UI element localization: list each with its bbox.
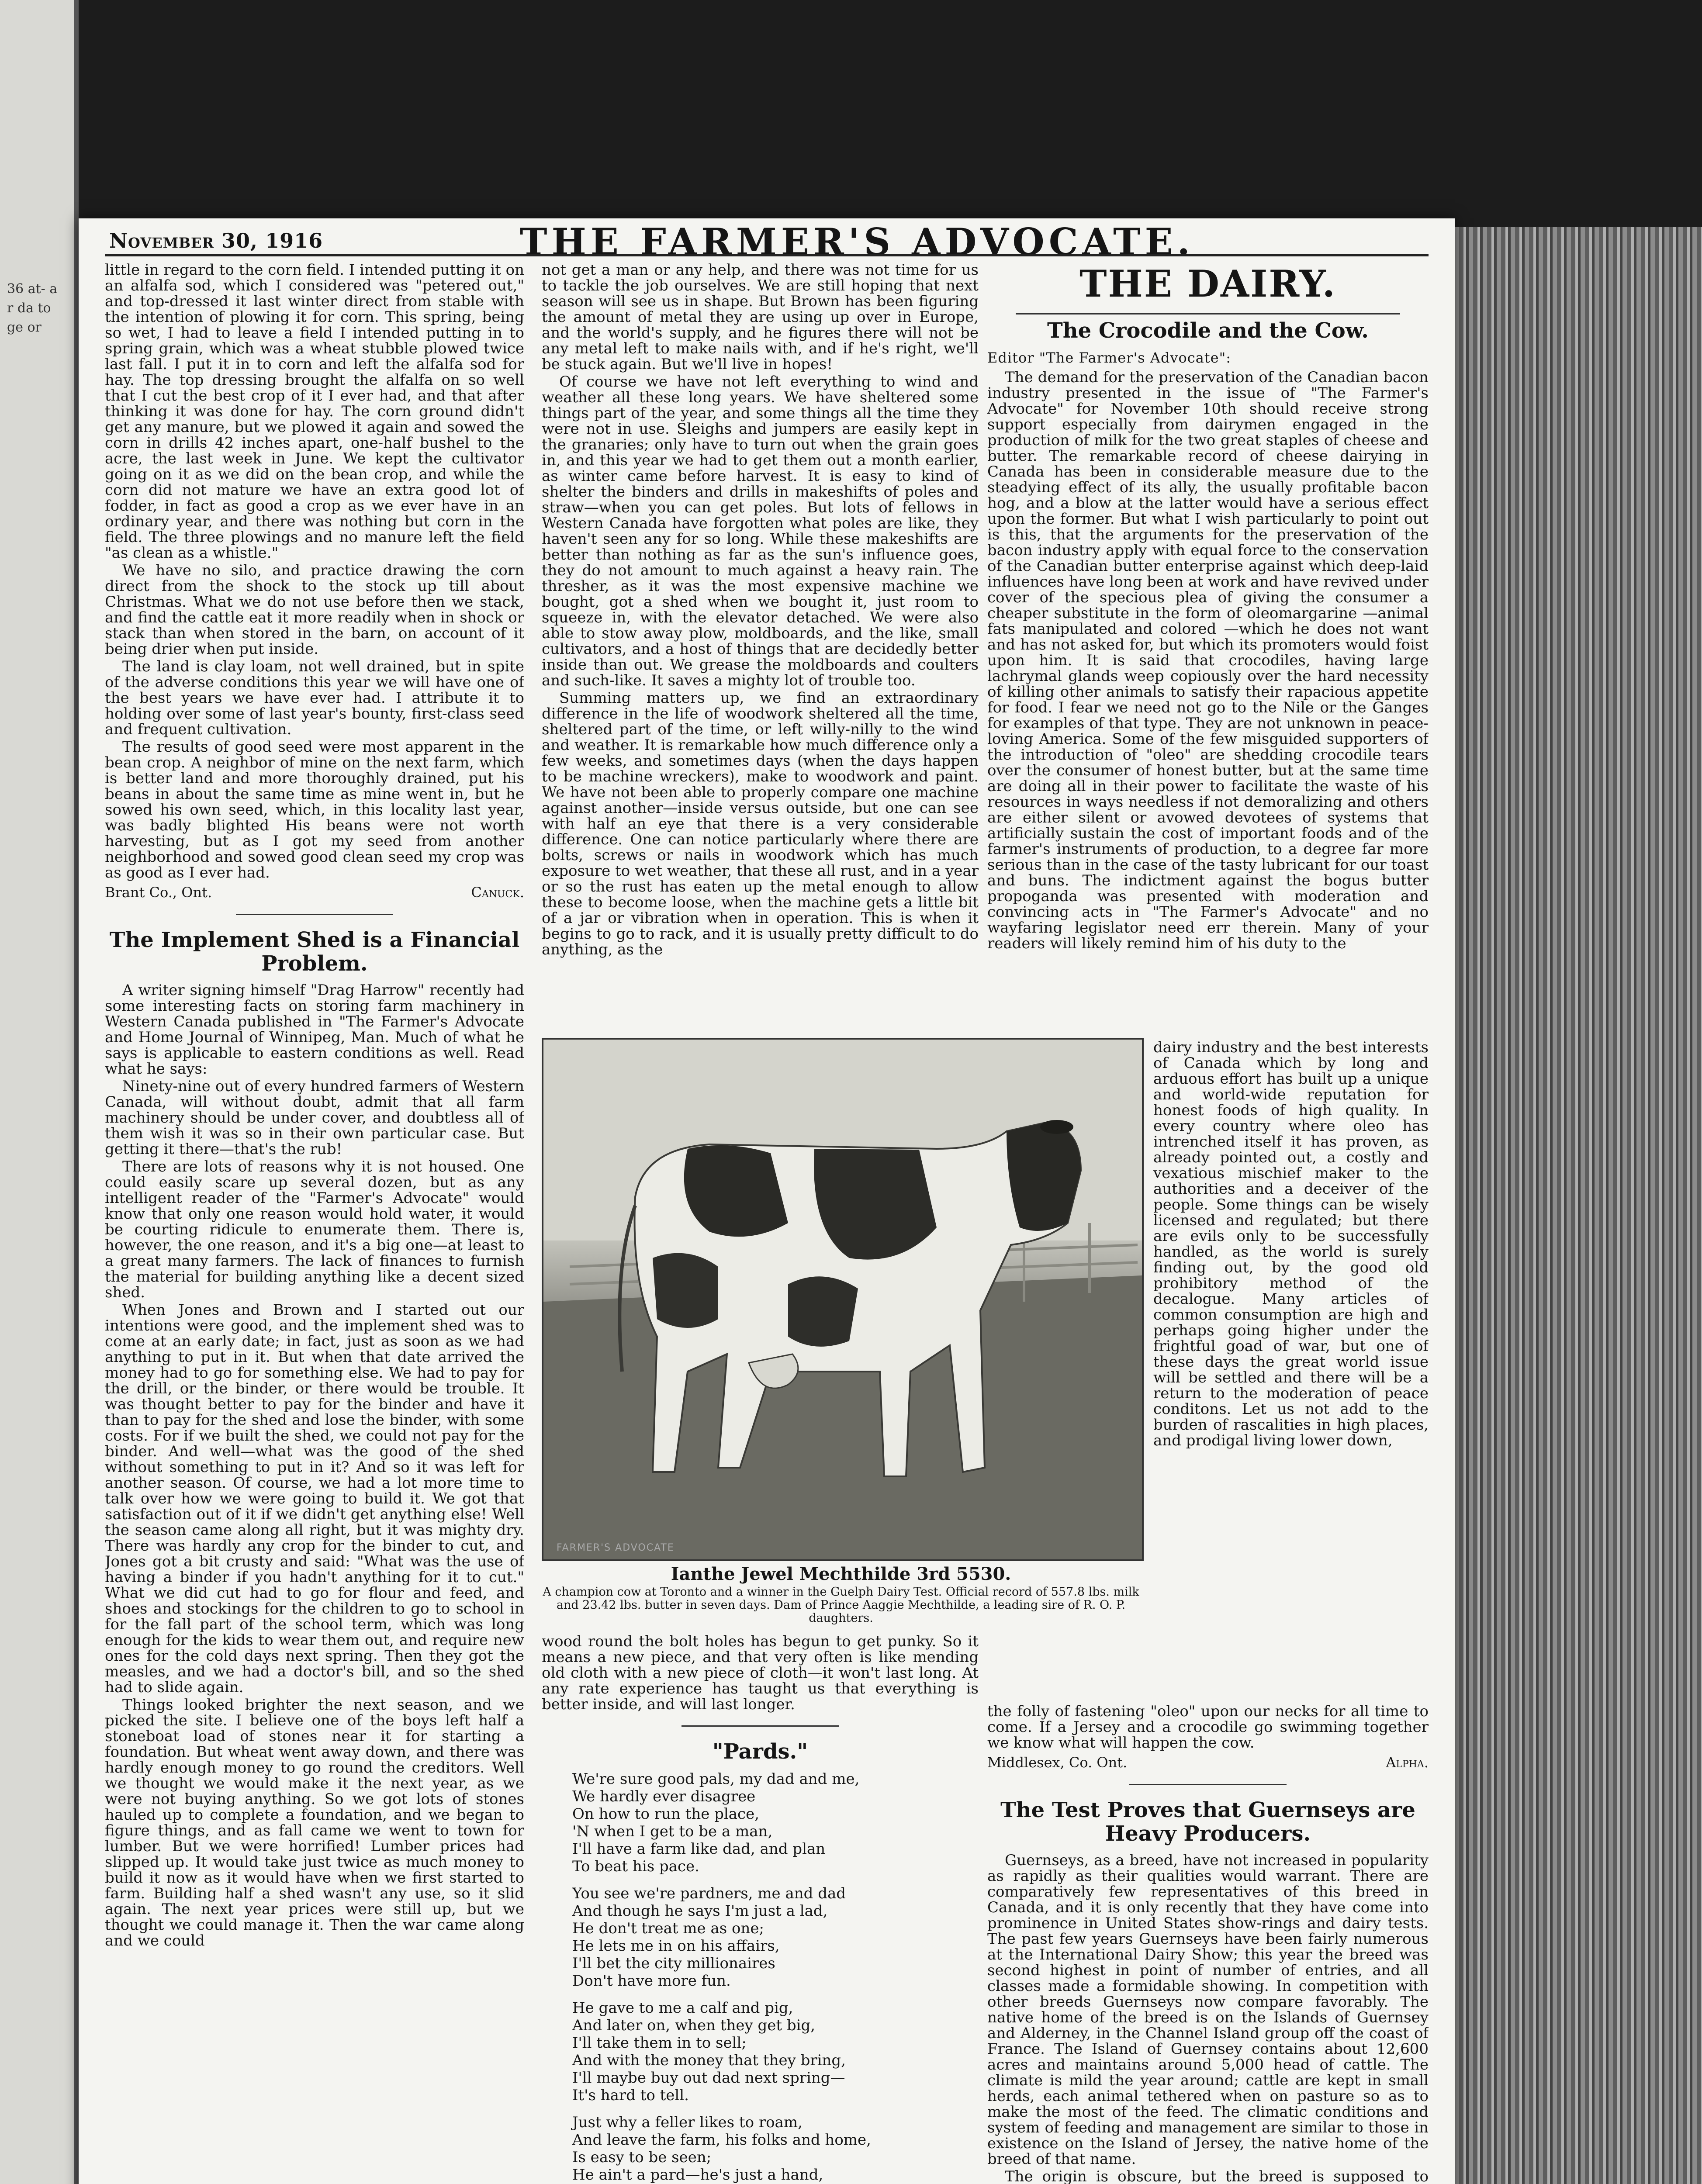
photo-caption-text: A champion cow at Toronto and a winner in the Guelph Dairy Test. Official record of 557.8 lbs. milk and 23.42 lbs. butter in seven days. Dam of Prince Aaggie Mechthilde, a leading sire of R. O. P. daughters.	[543, 1585, 1139, 1625]
article-divider	[236, 914, 393, 915]
implement-continued-paragraph: Summing matters up, we find an extraordinary difference in the life of woodwork sheltered all the time, sheltered part of the time, or left willy-nilly to the wind and weather. It is remarkable how much difference only a few weeks, and sometimes days (when the days happen to be machine wreckers), make to woodwork and paint. We have not been able to properly compare one machine against another—inside versus outside, but one can see with half an eye that there is a very considerable difference. One can notice particularly where there are bolts, screws or nails in woodwork which has much exposure to wet weather, that these all rust, and in a year or so the rust has eaten up the metal enough to allow these to become loose, when the machine gets a little bit of a jar or vibration when in operation. This is when it begins to go to rack, and it is usually pretty difficult to do anything, as the	[542, 689, 979, 958]
poem-stanza: You see we're pardners, me and dad And though he says I'm just a lad, He don't treat me as one; He lets me in on his affairs, I'll bet the city millionaires Don't have more fun.	[572, 1885, 846, 1990]
article-divider	[1129, 1784, 1287, 1785]
implement-shed-title: The Implement Shed is a Financial Problem.	[109, 928, 520, 976]
poem-stanza: Just why a feller likes to roam, And leave the farm, his folks and home, Is easy to be seen; He ain't a pard—he's just a hand,	[572, 2114, 871, 2184]
previous-page-edge	[0, 0, 79, 2184]
guernsey-paragraph: The origin is obscure, but the breed is supposed to	[1005, 2168, 1429, 2184]
crocodile-paragraph: The demand for the preservation of the Canadian bacon industry presented in the issue of "The Farmer's Advocate" for November 10th should receive strong support especially from dairymen engaged in the production of milk for the two great staples of cheese and butter. The remarkable record of cheese dairying in Canada has been in considerable measure due to the steadying effect of its ally, the usually profitable bacon hog, and a blow at the latter would have a serious effect upon the former. But what I wish particularly to point out is this, that the arguments for the preservation of the bacon industry apply with equal force to the conservation of the Canadian butter enterprise against which deep-laid influences have long been at work and have revived under cover of the specious plea of giving the consumer a cheaper substitute in the form of oleomargarine —animal fats manipulated and colored —which he does not want and has not asked for, but which its promoters would foist upon him. It is said that crocodiles, having large lachrymal glands weep copiously over the hard necessity of killing other animals to satisfy their rapacious appetite for food. I fear we need not go to the Nile or the Ganges for examples of that type. They are not unknown in peace-loving America. Some of the few misguided supporters of the introduction of "oleo" are shedding crocodile tears over the consumer of honest butter, but at the same time are doing all in their power to facilitate the waste of his resources in ways needless if not demoralizing and others are either silent or avowed devotees of systems that artificially sustain the cost of important foods and of the farmer's instruments of production, to a degree far more serious than in the case of the tasty lubricant for our toast and buns. The indictment against the bogus butter propoganda was presented with moderation and convincing acts in "The Farmer's Advocate" and no wayfaring legislator need err therein. Many of your readers will likely remind him of his duty to the	[987, 369, 1429, 952]
middle-column-bottom	[542, 1634, 979, 2184]
crocodile-article-signature	[987, 1754, 1429, 1771]
article-divider	[681, 1725, 839, 1727]
corn-paragraph: little in regard to the corn field. I intended putting it on an alfalfa sod, which I considered was "petered out," and top-dressed it last winter direct from stable with the intention of plowing it for corn. This spring, being so wet, I had to leave a field I intended putting in to spring grain, which was a wheat stubble plowed twice last fall. I put it in to corn and left the alfalfa sod for hay. The top dressing brought the alfalfa on so well that I cut the best crop of it I ever had, and that after thinking it was done for hay. The corn ground didn't get any manure, but we plowed it again and sowed the corn in drills 42 inches apart, one-half bushel to the acre, the last week in June. We kept the cultivator going on it as we did on the bean crop, and while the corn did not mature we have an extra good lot of fodder, in fact as good a crop as we ever have in an ordinary year, and there was nothing but corn in the field. The three plowings and no manure left the field "as clean as a whistle."	[105, 262, 524, 562]
crocodile-article-title: The Crocodile and the Cow.	[1047, 318, 1369, 343]
photo-watermark: FARMER'S ADVOCATE	[557, 1542, 675, 1553]
header-rule	[105, 254, 1429, 256]
corn-paragraph: We have no silo, and practice drawing the corn direct from the shock to the stock up till about Christmas. What we do not use before then we stack, and find the cattle eat it more readily when in shock or stack than when stored in the barn, on account of it being drier when put inside.	[105, 562, 524, 658]
editor-salutation: Editor "The Farmer's Advocate":	[987, 349, 1232, 366]
corn-article-location: Brant Co., Ont.	[105, 884, 212, 901]
implement-continued-paragraph: Of course we have not left everything to wind and weather all these long years. We have sheltered some things part of the year, and some things all the time they were not in use. Sleighs and jumpers are easily kept in the granaries; only have to turn out when the grain goes in, and this year we had to get them out a month earlier, as winter came before harvest. It is easy to kind of shelter the binders and drills in makeshifts of poles and straw—when you can get poles. But lots of fellows in Western Canada have forgotten what poles are like, they haven't seen any for so long. While these makeshifts are better than nothing as far as the sun's influence goes, they do not amount to much against a heavy rain. The thresher, as it was the most expensive machine we bought, got a shed when we bought it, just room to squeeze in, with the elevator detached. We were also able to stow away plow, moldboards, and the like, small cultivators, and a host of things that are decidedly better inside than out. We grease the moldboards and coulters and such-like. It saves a mighty lot of trouble too.	[542, 373, 979, 689]
implement-paragraph: Things looked brighter the next season, and we picked the site. I believe one of the boys left half a stoneboat load of stones near it for starting a foundation. But wheat went away down, and there was hardly enough money to go round the creditors. Well we thought we would make it the next year, as we were not buying anything. So we got lots of stones hauled up to complete a foundation, and we began to figure things, and as fall came we went to town for lumber. But we were horrified! Lumber prices had slipped up. It would take just twice as much money to build it now as it would have when we first started to farm. Building half a shed wasn't any use, so it slid again. The next year prices were still up, but we thought we could manage it. Then the war came along and we could	[105, 1696, 524, 1949]
corn-article-author: Canuck.	[471, 884, 524, 901]
photo-caption-title: Ianthe Jewel Mechthilde 3rd 5530.	[671, 1564, 1011, 1584]
left-column	[105, 262, 524, 2184]
corn-article	[105, 262, 524, 901]
guernsey-paragraph: Guernseys, as a breed, have not increased in popularity as rapidly as their qualities would warrant. There are comparatively few representatives of this breed in Canada, and it is only recently that they have come into prominence in United States show-rings and dairy tests. The past few years Guernseys have been fairly numerous at the International Dairy Show; this year the breed was second highest in point of number of entries, and all classes made a formidable showing. In competition with other breeds Guernseys now compare favorably. The native home of the breed is on the Islands of Guernsey and Alderney, in the Channel Island group off the coast of France. The Island of Guernsey contains about 12,600 acres and maintains around 5,000 head of cattle. The climate is mild the year around; cattle are kept in small herds, each animal tethered when on pasture so as to make the most of the feed. The climatic conditions and system of feeding and management are similar to those in existence on the Island of Jersey, the native home of the breed of that name.	[987, 1852, 1429, 2168]
corn-paragraph: The land is clay loam, not well drained, but in spite of the adverse conditions this year we will have one of the best years we have ever had. I attribute it to holding over some of last year's bounty, first-class seed and frequent cultivation.	[105, 658, 524, 738]
dairy-section-title: THE DAIRY.	[1079, 262, 1337, 305]
middle-column-top	[542, 262, 979, 1031]
newspaper-page	[79, 218, 1455, 2184]
poem-title: "Pards."	[712, 1739, 808, 1764]
journal-title: THE FARMER'S ADVOCATE.	[520, 220, 1194, 263]
crocodile-article-location: Middlesex, Co. Ont.	[987, 1754, 1128, 1771]
implement-shed-article	[105, 928, 524, 1949]
implement-paragraph: When Jones and Brown and I started out our intentions were good, and the implement shed was to come at an early date; in fact, just as soon as we had anything to put in it. But when that date arrived the money had to go for something else. We had to pay for the drill, or the binder, or there would be trouble. It was thought better to pay for the binder and have it than to pay for the shed and lose the binder, with some costs. For if we built the shed, we could not pay for the binder. And well—what was the good of the shed without something to put in it? And so it was left for another season. Of course, we had a lot more time to talk over how we were going to build it. We got that satisfaction out of it if we didn't get anything else! Well the season came along all right, but it was mighty dry. There was hardly any crop for the binder to cut, and Jones got a bit crusty and said: "What was the use of having a binder if you hadn't anything for it to cut." What we did cut had to go for flour and feed, and shoes and stockings for the children to go to school in for the fall part of the school term, which was long enough for the kids to wear them out, and require new ones for the cold days next spring. Then they got the measles, and we had a doctor's bill, and so the shed had to slide again.	[105, 1301, 524, 1696]
cow-photograph	[542, 1038, 1144, 1561]
implement-paragraph: Ninety-nine out of every hundred farmers of Western Canada, will without doubt, admit that all farm machinery should be under cover, and doubtless all of them wish it was so in their own particular case. But getting it there—that's the rub!	[105, 1078, 524, 1158]
cow-illustration	[543, 1040, 1142, 1559]
guernsey-article-title: The Test Proves that Guernseys are Heavy Producers.	[1000, 1798, 1415, 1846]
implement-continued-paragraph: not get a man or any help, and there was not time for us to tackle the job ourselves. We are still hoping that next season will see us in shape. But Brown has been figuring the amount of metal they are using up over in Europe, and the world's supply, and he figures there will not be any metal left to make nails with, and if he's right, we'll be stuck again. But we'll live in hopes!	[542, 262, 979, 373]
book-binding-edge	[1455, 227, 1702, 2184]
pards-poem	[542, 1740, 979, 2184]
crocodile-article-author: Alpha.	[1386, 1754, 1429, 1771]
corn-article-signature	[105, 884, 524, 901]
poem-stanza: We're sure good pals, my dad and me, We hardly ever disagree On how to run the place, 'N when I get to be a man, I'll have a farm like dad, and plan To beat his pace.	[572, 1770, 860, 1875]
previous-page-margin-text: 36 at- ar da to ge or	[7, 281, 58, 335]
corn-paragraph: The results of good seed were most apparent in the bean crop. A neighbor of mine on the next farm, which is better land and more thoroughly drained, put his beans in about the same time as mine went in, but he sowed his own seed, which, in this locality last year, was badly blighted His beans were not worth harvesting, but as I got my seed from another neighborhood and sowed good clean seed my crop was as good as I ever had.	[105, 738, 524, 881]
right-column-bottom	[987, 1704, 1429, 2184]
implement-paragraph: A writer signing himself "Drag Harrow" recently had some interesting facts on storing farm machinery in Western Canada published in "The Farmer's Advocate and Home Journal of Winnipeg, Man. Much of what he says is applicable to eastern conditions as well. Read what he says:	[105, 981, 524, 1078]
crocodile-paragraph: the folly of fastening "oleo" upon our necks for all time to come. If a Jersey and a crocodile go swimming together we know what will happen the cow.	[987, 1704, 1429, 1752]
right-column-narrow	[1153, 1040, 1429, 1695]
implement-paragraph: There are lots of reasons why it is not housed. One could easily scare up several dozen, but as any intelligent reader of the "Farmer's Advocate" would know that only one reason would hold water, it would be courting ridicule to enumerate them. There is, however, the one reason, and it's a big one—at least to a great many farmers. The lack of finances to furnish the material for building anything like a decent sized shed.	[105, 1158, 524, 1301]
issue-date: November 30, 1916	[109, 229, 323, 252]
section-divider	[1016, 313, 1400, 314]
poem-stanza: He gave to me a calf and pig, And later on, when they get big, I'll take them in to sell; And with the money that they bring, I'll maybe buy out dad next spring— It's hard to tell.	[572, 1999, 846, 2104]
implement-final-paragraph: wood round the bolt holes has begun to get punky. So it means a new piece, and that very often is like mending old cloth with a new piece of cloth—it won't last long. At any rate experience has taught us that everything is better inside, and will last longer.	[542, 1634, 979, 1713]
right-column-top	[987, 262, 1429, 1040]
crocodile-paragraph: dairy industry and the best interests of Canada which by long and arduous effort has built up a unique and world-wide reputation for honest foods of high quality. In every country where oleo has intrenched itself it has proven, as already pointed out, a costly and vexatious mischief maker to the authorities and a deceiver of the people. Some things can be wisely licensed and regulated; but there are evils only to be successfully handled, as the world is surely finding out, by the good old prohibitory method of the decalogue. Many articles of common consumption are high and perhaps going higher under the frightful goad of war, but one of these days the great world issue will be settled and there will be a return to the moderation of peace conditons. Let us not add to the burden of rascalities in high places, and prodigal living lower down,	[1153, 1040, 1429, 1449]
